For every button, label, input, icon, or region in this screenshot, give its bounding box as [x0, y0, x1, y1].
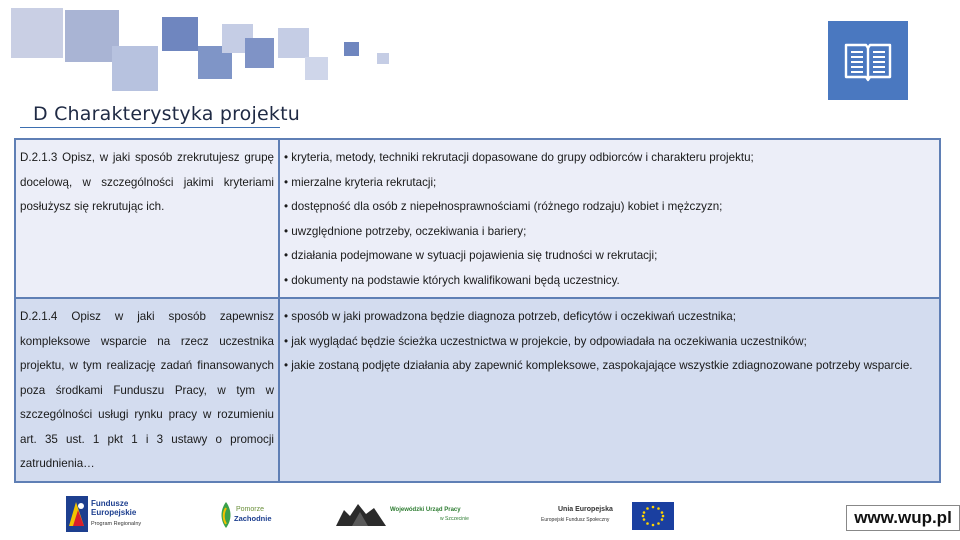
footer-logos: [0, 488, 960, 540]
logo-text: Wojewódzki Urząd Pracy: [390, 507, 461, 513]
list-item: • dokumenty na podstawie których kwalifikowani będą uczestnicy.: [284, 273, 620, 287]
website-url[interactable]: www.wup.pl: [846, 505, 960, 531]
logo-text: Europejski Fundusz Społeczny: [541, 517, 610, 523]
list-item: • sposób w jaki prowadzona będzie diagnoza potrzeb, deficytów i oczekiwań uczestnika;: [284, 310, 736, 323]
logo-text: Zachodnie: [234, 514, 272, 523]
logo-text: Europejskie: [91, 508, 137, 517]
logo-text: Pomorze: [236, 506, 265, 513]
question-cell: D.2.1.3 Opisz, w jaki sposób zrekrutujesz grupę docelową, w szczególności jakimi kryteriami posłużysz się rekrutując ich.: [15, 139, 279, 298]
table-row: [15, 298, 940, 482]
open-book-icon: [828, 21, 908, 100]
list-item: • uwzględnione potrzeby, oczekiwania i bariery;: [284, 224, 527, 238]
list-item: • działania podejmowane w sytuacji pojawienia się trudności w rekrutacji;: [284, 249, 658, 262]
title-underline: [20, 127, 280, 128]
logo-unia-europejska: [540, 502, 676, 530]
header-icon-box: [828, 21, 908, 100]
logo-text: Program Regionalny: [91, 521, 142, 527]
logo-text: w Szczecinie: [440, 516, 469, 522]
logo-wup-szczecin: [336, 498, 486, 530]
logo-text: Fundusze: [91, 499, 129, 508]
list-item: • mierzalne kryteria rekrutacji;: [284, 175, 437, 189]
list-item: • jakie zostaną podjęte działania aby zapewnić kompleksowe, zaspokajające wszystkie zdiagnozowane potrzeby wsparcie.: [284, 359, 913, 372]
page-title: D Charakterystyka projektu: [33, 103, 300, 125]
logo-pomorze-zachodnie: [216, 500, 278, 532]
fe-logo-icon: [66, 496, 88, 532]
list-item: • jak wyglądać będzie ścieżka uczestnictwa w projekcie, by odpowiadała na oczekiwania uczestników;: [284, 334, 807, 348]
answer-cell: [279, 139, 940, 298]
wup-logo-icon: [336, 498, 386, 528]
list-item: • kryteria, metody, techniki rekrutacji dopasowane do grupy odbiorców i charakteru projektu;: [284, 151, 754, 164]
table-row: [15, 139, 940, 298]
project-characteristics-table: [14, 138, 941, 483]
logo-fundusze-europejskie: [66, 496, 156, 532]
list-item: • dostępność dla osób z niepełnosprawnościami (różnego rodzaju) kobiet i mężczyzn;: [284, 200, 723, 213]
logo-text: Unia Europejska: [558, 506, 613, 513]
eu-flag-icon: [632, 502, 674, 530]
question-cell: D.2.1.4 Opisz w jaki sposób zapewnisz kompleksowe wsparcie na rzecz uczestnika projektu, w tym realizację zadań finansowanych poza środkami Funduszu Pracy, w tym w szczególności usługi rynku pracy w rozumieniu art. 35 ust. 1 pkt 1 i 3 ustawy o promocji zatrudnienia…: [15, 298, 279, 482]
answer-cell: [279, 298, 940, 482]
pz-logo-icon: [216, 500, 236, 530]
